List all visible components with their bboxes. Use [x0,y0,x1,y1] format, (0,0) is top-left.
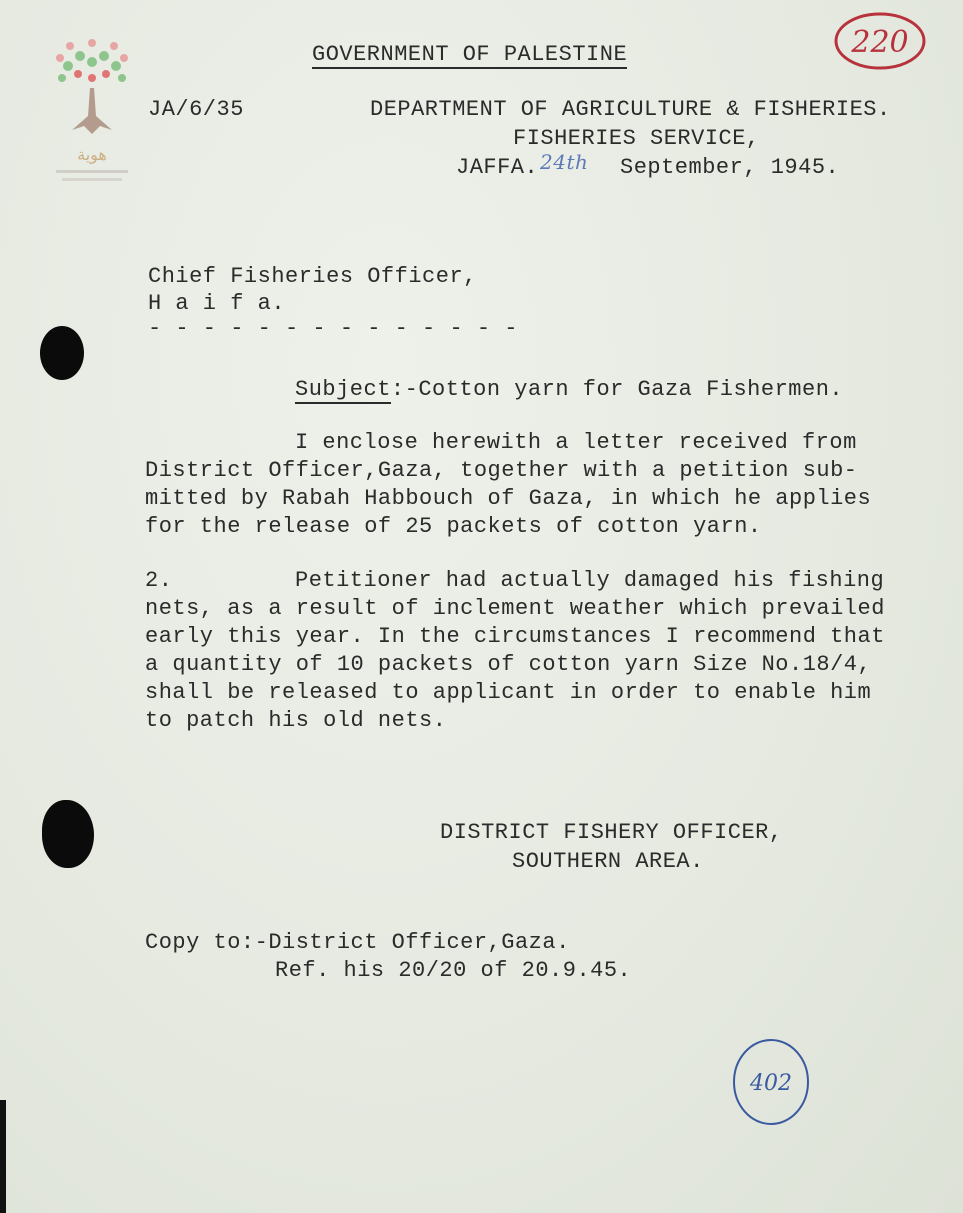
folio-stamp-220 [832,10,928,72]
addressee-rule: - - - - - - - - - - - - - - [148,316,518,341]
paragraph-2-line-6: to patch his old nets. [145,708,447,733]
subject-line [295,377,843,402]
folio-number: 220 [851,25,909,60]
signature-title: DISTRICT FISHERY OFFICER, [440,820,783,845]
copy-reference-line: Ref. his 20/20 of 20.9.45. [275,958,632,983]
punch-hole-top [40,326,84,380]
paragraph-1-line-4: for the release of 25 packets of cotton yarn. [145,514,762,539]
paragraph-2-number: 2. [145,568,173,593]
date-text: September, 1945. [620,155,840,180]
paragraph-1-line-3: mitted by Rabah Habbouch of Gaza, in which he applies [145,486,872,511]
signature-area: SOUTHERN AREA. [512,849,704,874]
paragraph-2-line-5: shall be released to applicant in order to enable him [145,680,872,705]
paragraph-1-line-1: I enclose herewith a letter received from [295,430,857,455]
paragraph-2-line-4: a quantity of 10 packets of cotton yarn Size No.18/4, [145,652,872,677]
department-heading: DEPARTMENT OF AGRICULTURE & FISHERIES. [370,97,891,122]
government-heading: GOVERNMENT OF PALESTINE [312,42,628,67]
handwritten-date: 24th [540,150,589,174]
service-heading: FISHERIES SERVICE, [513,126,760,151]
tree-logo-icon [50,38,134,198]
place-label: JAFFA. [456,155,539,180]
punch-hole-bottom [42,800,94,868]
subject-label: Subject [295,377,391,402]
paragraph-1-line-2: District Officer,Gaza, together with a petition sub- [145,458,858,483]
logo-label: هوية [77,145,107,164]
folio-stamp-402 [728,1036,814,1128]
addressee-city: H a i f a. [148,291,286,316]
addressee-title: Chief Fisheries Officer, [148,264,477,289]
paragraph-2-line-3: early this year. In the circumstances I recommend that [145,624,885,649]
folio-number-bottom: 402 [750,1071,792,1096]
paragraph-2-line-1: Petitioner had actually damaged his fishing [295,568,885,593]
scan-edge [0,1100,6,1213]
reference-number: JA/6/35 [148,97,244,122]
copy-to-line: Copy to:-District Officer,Gaza. [145,930,570,955]
paragraph-2-line-2: nets, as a result of inclement weather which prevailed [145,596,885,621]
subject-text: :-Cotton yarn for Gaza Fishermen. [390,377,844,402]
